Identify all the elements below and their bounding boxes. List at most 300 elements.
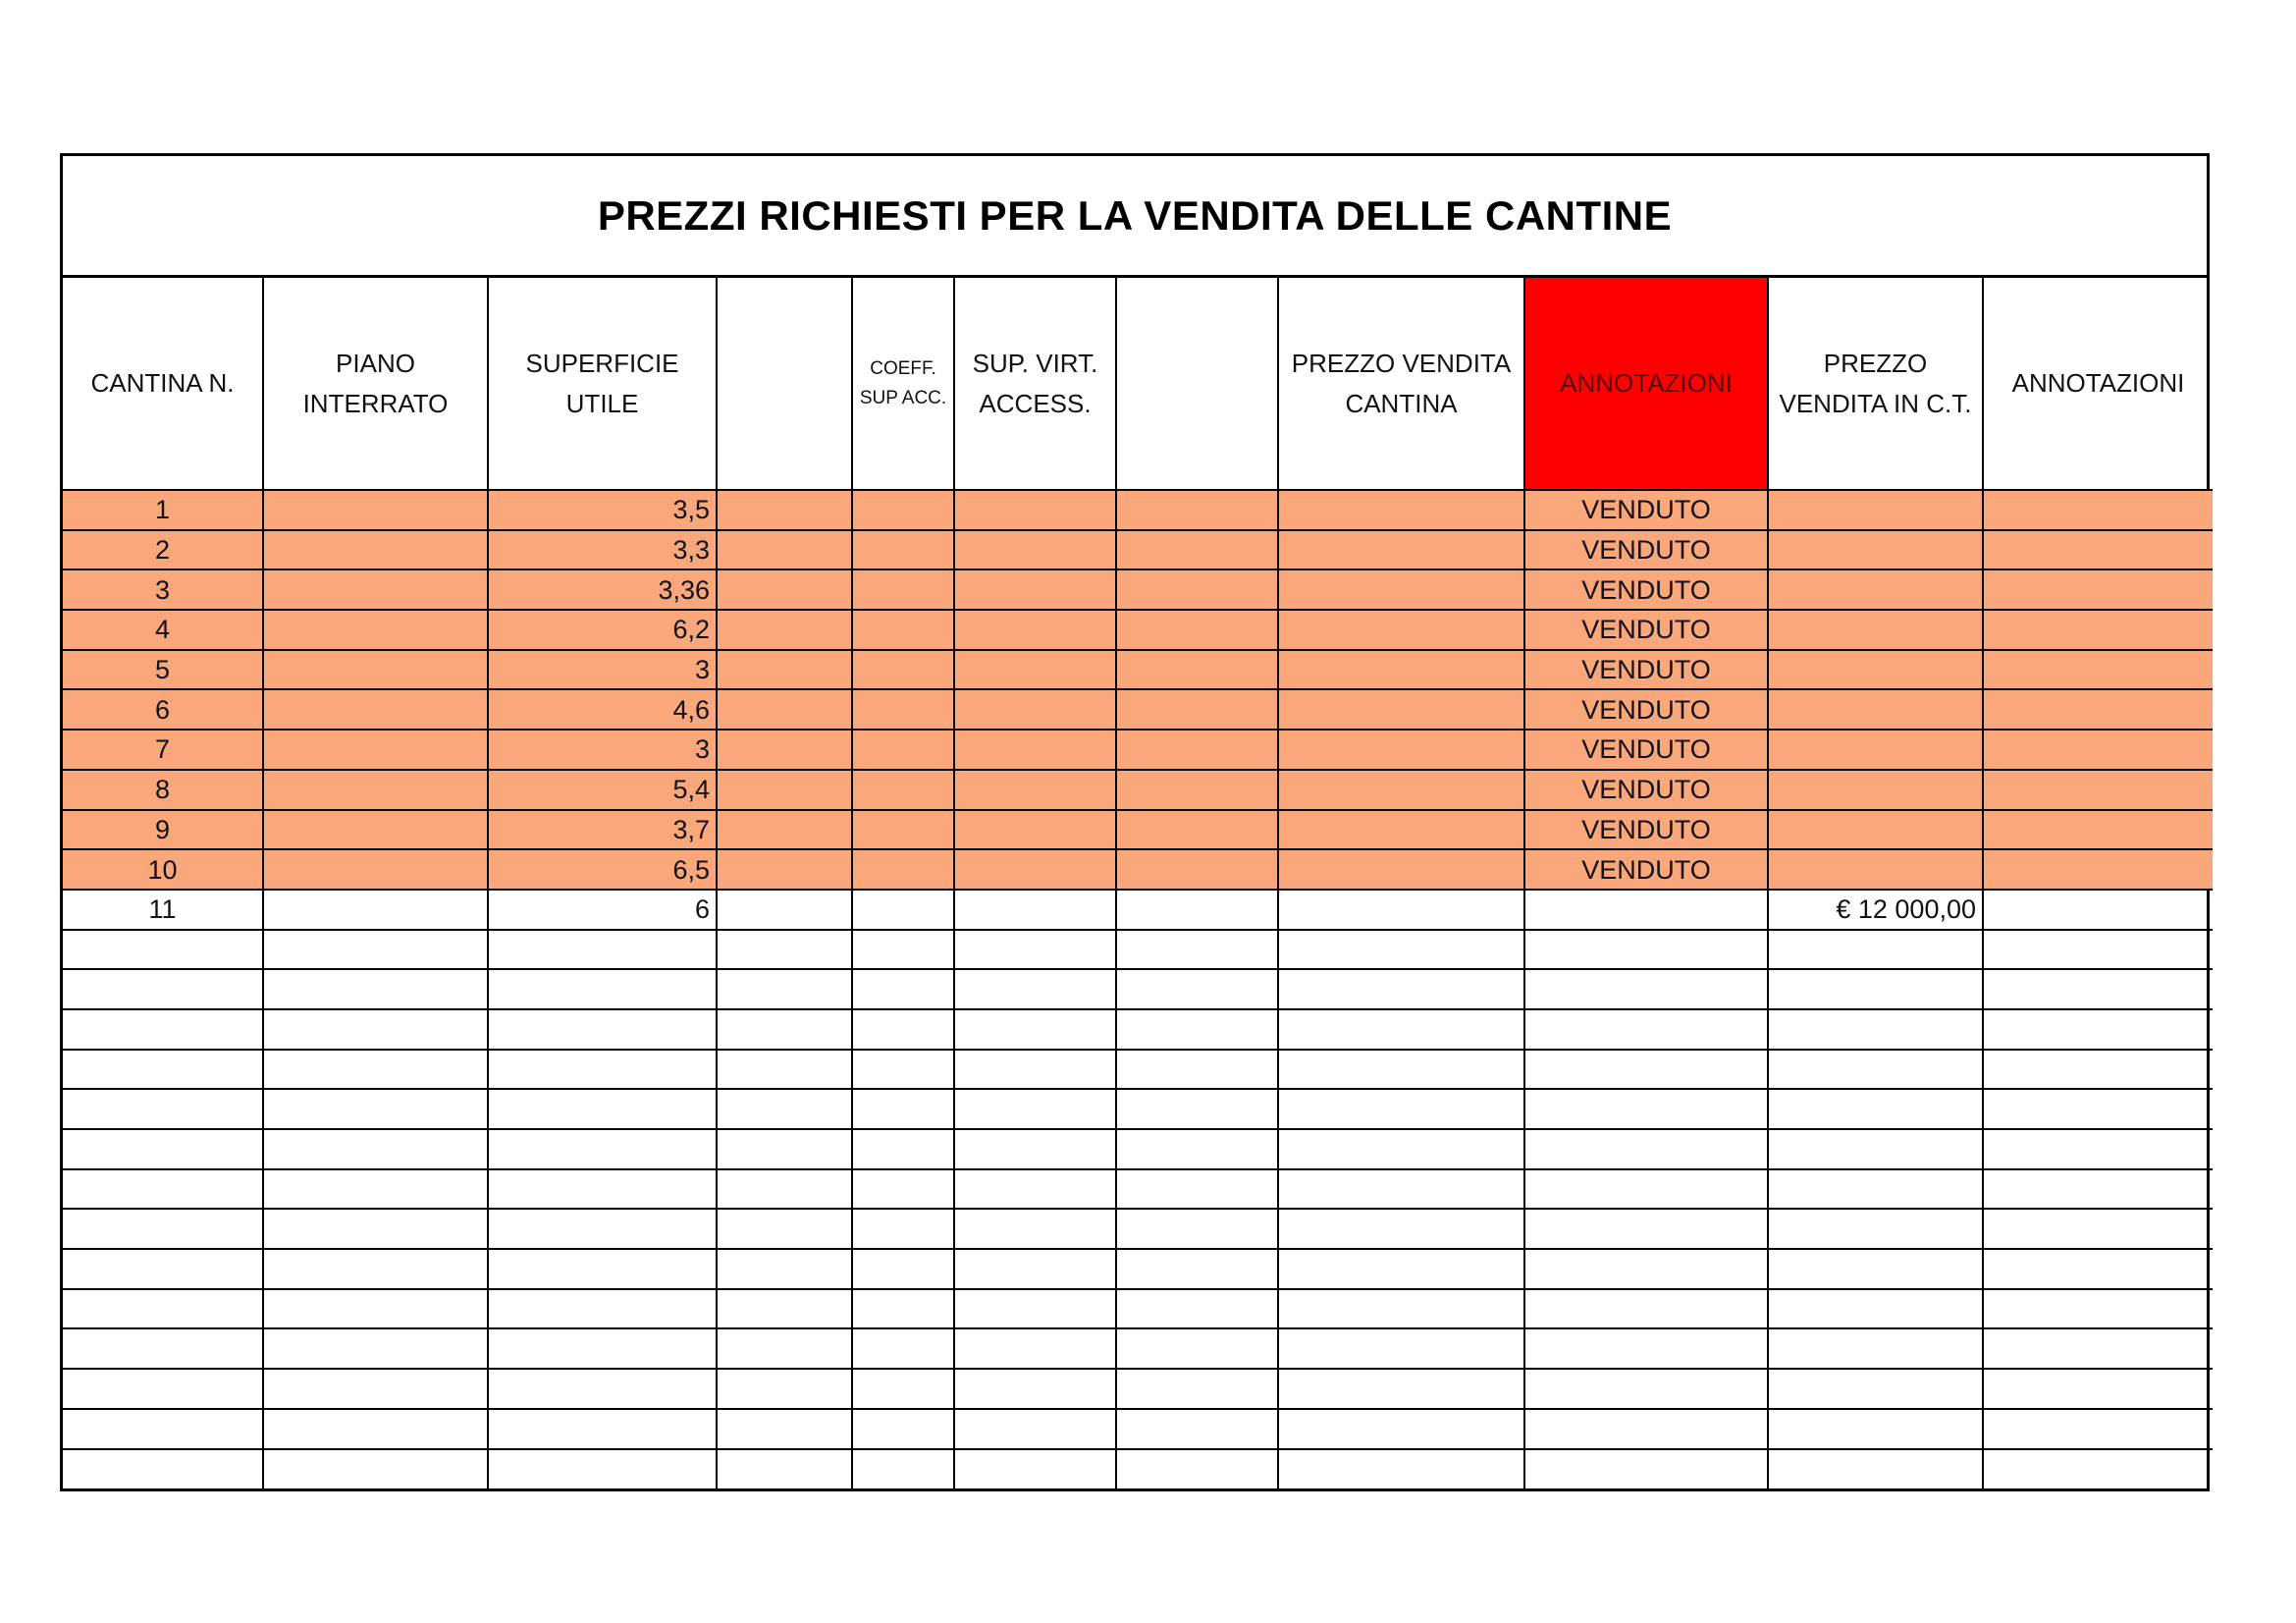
empty-cell [954,1289,1116,1329]
empty-cell [1983,1089,2213,1129]
empty-cell [852,1009,954,1050]
cell-annotazioni [1983,490,2213,530]
empty-table-row [63,1209,2213,1249]
cell-cantina-number: 2 [63,530,263,570]
empty-cell [63,1289,263,1329]
cell-cantina-number: 8 [63,770,263,810]
cell-prezzo-cantina [1278,770,1524,810]
cell-blank-1 [717,890,852,930]
header-annotazioni: ANNOTAZIONI [1983,278,2213,490]
cell-sup-virt [954,650,1116,690]
cell-sup-virt [954,770,1116,810]
cell-piano [263,650,488,690]
empty-cell [852,1449,954,1489]
cell-annotazioni-status: VENDUTO [1524,770,1768,810]
cell-superficie: 3,36 [488,569,717,610]
cell-blank-1 [717,770,852,810]
cell-prezzo-cantina [1278,650,1524,690]
empty-cell [1983,1129,2213,1169]
empty-cell [852,1289,954,1329]
empty-table-row [63,1169,2213,1210]
empty-cell [717,1050,852,1090]
header-prezzo-cantina: PREZZO VENDITA CANTINA [1278,278,1524,490]
empty-cell [1116,1409,1278,1449]
empty-cell [263,1449,488,1489]
empty-cell [1768,1369,1983,1409]
empty-cell [1524,1169,1768,1210]
empty-cell [1116,1209,1278,1249]
cell-coeff [852,730,954,770]
cell-superficie: 3 [488,730,717,770]
empty-cell [717,1209,852,1249]
empty-table-row [63,1289,2213,1329]
header-blank-2 [1116,278,1278,490]
empty-cell [1524,1129,1768,1169]
cell-blank-1 [717,849,852,890]
empty-cell [1983,1409,2213,1449]
empty-table-row [63,1249,2213,1289]
empty-cell [1524,930,1768,970]
cell-annotazioni-status: VENDUTO [1524,689,1768,730]
cell-annotazioni-status: VENDUTO [1524,610,1768,650]
cell-superficie: 3,3 [488,530,717,570]
cell-blank-2 [1116,569,1278,610]
empty-cell [954,1169,1116,1210]
cell-prezzo-cantina [1278,849,1524,890]
header-superficie: SUPERFICIE UTILE [488,278,717,490]
cell-superficie: 6 [488,890,717,930]
empty-cell [1278,1289,1524,1329]
empty-cell [63,1089,263,1129]
empty-cell [1768,1209,1983,1249]
empty-cell [1983,1289,2213,1329]
empty-cell [263,1369,488,1409]
cell-cantina-number: 5 [63,650,263,690]
cell-coeff [852,890,954,930]
empty-cell [717,1369,852,1409]
cell-cantina-number: 4 [63,610,263,650]
empty-cell [263,1328,488,1369]
cell-blank-1 [717,610,852,650]
empty-cell [1278,1089,1524,1129]
empty-cell [1524,1409,1768,1449]
cell-superficie: 3,7 [488,810,717,850]
cell-annotazioni [1983,569,2213,610]
cell-sup-virt [954,569,1116,610]
empty-cell [1278,1050,1524,1090]
cell-prezzo-ct [1768,610,1983,650]
empty-cell [1278,1009,1524,1050]
empty-cell [1983,1169,2213,1210]
empty-cell [1278,1409,1524,1449]
table-row [63,569,2213,610]
cell-superficie: 5,4 [488,770,717,810]
empty-cell [488,1009,717,1050]
cell-blank-2 [1116,770,1278,810]
empty-cell [263,1009,488,1050]
cell-coeff [852,849,954,890]
empty-cell [488,1169,717,1210]
cell-annotazioni-status: VENDUTO [1524,730,1768,770]
empty-cell [717,1409,852,1449]
empty-cell [1983,1249,2213,1289]
empty-cell [1278,1129,1524,1169]
empty-table-row [63,1449,2213,1489]
cell-sup-virt [954,610,1116,650]
cell-blank-1 [717,490,852,530]
empty-cell [852,930,954,970]
table-row [63,650,2213,690]
empty-cell [1116,1328,1278,1369]
cell-piano [263,530,488,570]
empty-cell [1278,1328,1524,1369]
cell-annotazioni-status [1524,890,1768,930]
empty-cell [1524,1089,1768,1129]
empty-cell [1768,1409,1983,1449]
cell-annotazioni-status: VENDUTO [1524,810,1768,850]
cell-coeff [852,530,954,570]
empty-table-row [63,1409,2213,1449]
empty-cell [1116,1089,1278,1129]
cell-piano [263,849,488,890]
empty-cell [1278,1449,1524,1489]
cell-blank-1 [717,810,852,850]
empty-cell [1768,1249,1983,1289]
empty-cell [263,1409,488,1449]
cell-prezzo-ct [1768,689,1983,730]
empty-cell [1768,969,1983,1009]
page-title: PREZZI RICHIESTI PER LA VENDITA DELLE CANTINE [597,191,1673,239]
empty-table-row [63,1089,2213,1129]
empty-table-row [63,1369,2213,1409]
table-row [63,810,2213,850]
empty-cell [1524,1369,1768,1409]
empty-cell [1278,1249,1524,1289]
cell-coeff [852,810,954,850]
empty-cell [488,969,717,1009]
cell-prezzo-cantina [1278,689,1524,730]
cell-blank-2 [1116,610,1278,650]
empty-cell [63,969,263,1009]
header-blank-1 [717,278,852,490]
header-sup-virt: SUP. VIRT. ACCESS. [954,278,1116,490]
empty-cell [954,969,1116,1009]
cell-prezzo-cantina [1278,810,1524,850]
cell-superficie: 3 [488,650,717,690]
empty-cell [717,1328,852,1369]
cell-blank-2 [1116,730,1278,770]
cell-sup-virt [954,810,1116,850]
empty-cell [852,1089,954,1129]
cell-annotazioni [1983,730,2213,770]
empty-cell [1116,930,1278,970]
empty-cell [1116,1249,1278,1289]
empty-cell [1983,1369,2213,1409]
cell-superficie: 6,2 [488,610,717,650]
cell-annotazioni [1983,849,2213,890]
cell-piano [263,770,488,810]
empty-table-row [63,969,2213,1009]
empty-cell [1768,1050,1983,1090]
empty-cell [263,1169,488,1210]
empty-cell [263,969,488,1009]
empty-cell [954,1328,1116,1369]
table-row [63,849,2213,890]
empty-cell [852,1209,954,1249]
cell-annotazioni [1983,810,2213,850]
empty-cell [263,1050,488,1090]
empty-cell [717,1249,852,1289]
cell-annotazioni [1983,689,2213,730]
empty-cell [1524,1289,1768,1329]
cell-blank-1 [717,569,852,610]
table-row [63,689,2213,730]
cell-prezzo-cantina [1278,530,1524,570]
empty-cell [1768,1169,1983,1210]
cell-prezzo-cantina [1278,890,1524,930]
empty-cell [488,1129,717,1169]
cell-prezzo-ct [1768,810,1983,850]
table-row [63,730,2213,770]
empty-cell [263,930,488,970]
empty-cell [488,1249,717,1289]
empty-cell [1524,1249,1768,1289]
cell-sup-virt [954,849,1116,890]
cell-blank-1 [717,689,852,730]
empty-cell [954,1369,1116,1409]
empty-cell [63,1409,263,1449]
header-coeff: COEFF. SUP ACC. [852,278,954,490]
empty-cell [1768,1129,1983,1169]
empty-table-row [63,1050,2213,1090]
empty-cell [1278,1369,1524,1409]
empty-cell [488,1050,717,1090]
cell-annotazioni-status: VENDUTO [1524,490,1768,530]
cell-sup-virt [954,530,1116,570]
empty-cell [954,930,1116,970]
cell-annotazioni [1983,610,2213,650]
empty-cell [488,1289,717,1329]
table-row [63,610,2213,650]
cell-prezzo-cantina [1278,569,1524,610]
empty-cell [954,1009,1116,1050]
empty-cell [1983,1449,2213,1489]
title-bar [63,156,2207,278]
table-row [63,530,2213,570]
empty-cell [63,1169,263,1210]
empty-cell [954,1209,1116,1249]
table-body [63,490,2213,1488]
cell-cantina-number: 10 [63,849,263,890]
cell-annotazioni [1983,650,2213,690]
empty-cell [1524,1328,1768,1369]
empty-cell [1116,1129,1278,1169]
empty-cell [717,969,852,1009]
empty-cell [1524,1449,1768,1489]
table-row [63,490,2213,530]
empty-cell [63,1050,263,1090]
empty-cell [1768,1009,1983,1050]
empty-cell [954,1089,1116,1129]
empty-table-row [63,1129,2213,1169]
cantine-table [63,278,2213,1488]
cell-annotazioni [1983,890,2213,930]
empty-cell [717,1289,852,1329]
cell-piano [263,810,488,850]
header-annotazioni-highlight: ANNOTAZIONI [1524,278,1768,490]
cell-prezzo-ct: € 12 000,00 [1768,890,1983,930]
cell-prezzo-cantina [1278,610,1524,650]
cell-annotazioni [1983,530,2213,570]
empty-cell [488,1209,717,1249]
empty-cell [1116,1289,1278,1329]
cell-piano [263,610,488,650]
empty-cell [263,1089,488,1129]
empty-cell [1983,930,2213,970]
empty-cell [852,1169,954,1210]
cell-annotazioni-status: VENDUTO [1524,650,1768,690]
empty-cell [1983,1328,2213,1369]
empty-table-row [63,1328,2213,1369]
empty-cell [1278,1169,1524,1210]
cell-superficie: 4,6 [488,689,717,730]
empty-cell [1524,1050,1768,1090]
cell-cantina-number: 7 [63,730,263,770]
cell-blank-2 [1116,849,1278,890]
empty-cell [852,1369,954,1409]
empty-cell [1278,1209,1524,1249]
cell-piano [263,730,488,770]
cell-coeff [852,569,954,610]
empty-cell [852,1129,954,1169]
cell-blank-1 [717,650,852,690]
empty-cell [1983,1009,2213,1050]
table-row [63,890,2213,930]
price-sheet [60,153,2210,1491]
cell-cantina-number: 9 [63,810,263,850]
empty-cell [954,1409,1116,1449]
empty-cell [1116,1449,1278,1489]
empty-cell [63,1328,263,1369]
cell-superficie: 6,5 [488,849,717,890]
empty-cell [1116,969,1278,1009]
cell-blank-2 [1116,810,1278,850]
cell-blank-2 [1116,890,1278,930]
empty-cell [1116,1369,1278,1409]
cell-piano [263,890,488,930]
cell-piano [263,569,488,610]
cell-annotazioni-status: VENDUTO [1524,530,1768,570]
cell-blank-2 [1116,490,1278,530]
empty-cell [717,930,852,970]
cell-coeff [852,610,954,650]
empty-cell [488,1328,717,1369]
empty-cell [488,1089,717,1129]
empty-cell [263,1289,488,1329]
header-cantina: CANTINA N. [63,278,263,490]
cell-superficie: 3,5 [488,490,717,530]
cell-cantina-number: 6 [63,689,263,730]
empty-cell [1524,1009,1768,1050]
header-prezzo-ct: PREZZO VENDITA IN C.T. [1768,278,1983,490]
empty-table-row [63,1009,2213,1050]
empty-cell [63,1209,263,1249]
empty-cell [1983,1209,2213,1249]
empty-table-row [63,930,2213,970]
empty-cell [63,1369,263,1409]
empty-cell [1524,1209,1768,1249]
empty-cell [852,1328,954,1369]
cell-blank-2 [1116,650,1278,690]
cell-prezzo-ct [1768,849,1983,890]
empty-cell [852,1050,954,1090]
cell-blank-2 [1116,689,1278,730]
cell-prezzo-cantina [1278,730,1524,770]
empty-cell [1768,1289,1983,1329]
empty-cell [1524,969,1768,1009]
empty-cell [63,930,263,970]
empty-cell [954,1249,1116,1289]
empty-cell [1768,930,1983,970]
empty-cell [63,1009,263,1050]
empty-cell [954,1449,1116,1489]
empty-cell [488,930,717,970]
empty-cell [852,1249,954,1289]
header-row [63,278,2213,490]
cell-sup-virt [954,490,1116,530]
empty-cell [63,1249,263,1289]
empty-cell [1983,1050,2213,1090]
empty-cell [717,1449,852,1489]
empty-cell [1278,969,1524,1009]
empty-cell [1278,930,1524,970]
cell-cantina-number: 1 [63,490,263,530]
empty-cell [488,1409,717,1449]
cell-blank-1 [717,530,852,570]
empty-cell [263,1249,488,1289]
cell-sup-virt [954,730,1116,770]
cell-prezzo-ct [1768,530,1983,570]
empty-cell [1116,1009,1278,1050]
cell-prezzo-ct [1768,770,1983,810]
cell-blank-2 [1116,530,1278,570]
empty-cell [1116,1050,1278,1090]
cell-annotazioni-status: VENDUTO [1524,569,1768,610]
cell-cantina-number: 11 [63,890,263,930]
empty-cell [852,1409,954,1449]
empty-cell [63,1449,263,1489]
empty-cell [1768,1328,1983,1369]
empty-cell [263,1209,488,1249]
empty-cell [63,1129,263,1169]
cell-prezzo-ct [1768,569,1983,610]
empty-cell [488,1369,717,1409]
cell-annotazioni [1983,770,2213,810]
cell-prezzo-cantina [1278,490,1524,530]
cell-piano [263,689,488,730]
empty-cell [717,1169,852,1210]
table-row [63,770,2213,810]
empty-cell [717,1129,852,1169]
cell-sup-virt [954,890,1116,930]
cell-sup-virt [954,689,1116,730]
empty-cell [852,969,954,1009]
empty-cell [1116,1169,1278,1210]
cell-prezzo-ct [1768,490,1983,530]
cell-cantina-number: 3 [63,569,263,610]
empty-cell [488,1449,717,1489]
cell-coeff [852,770,954,810]
